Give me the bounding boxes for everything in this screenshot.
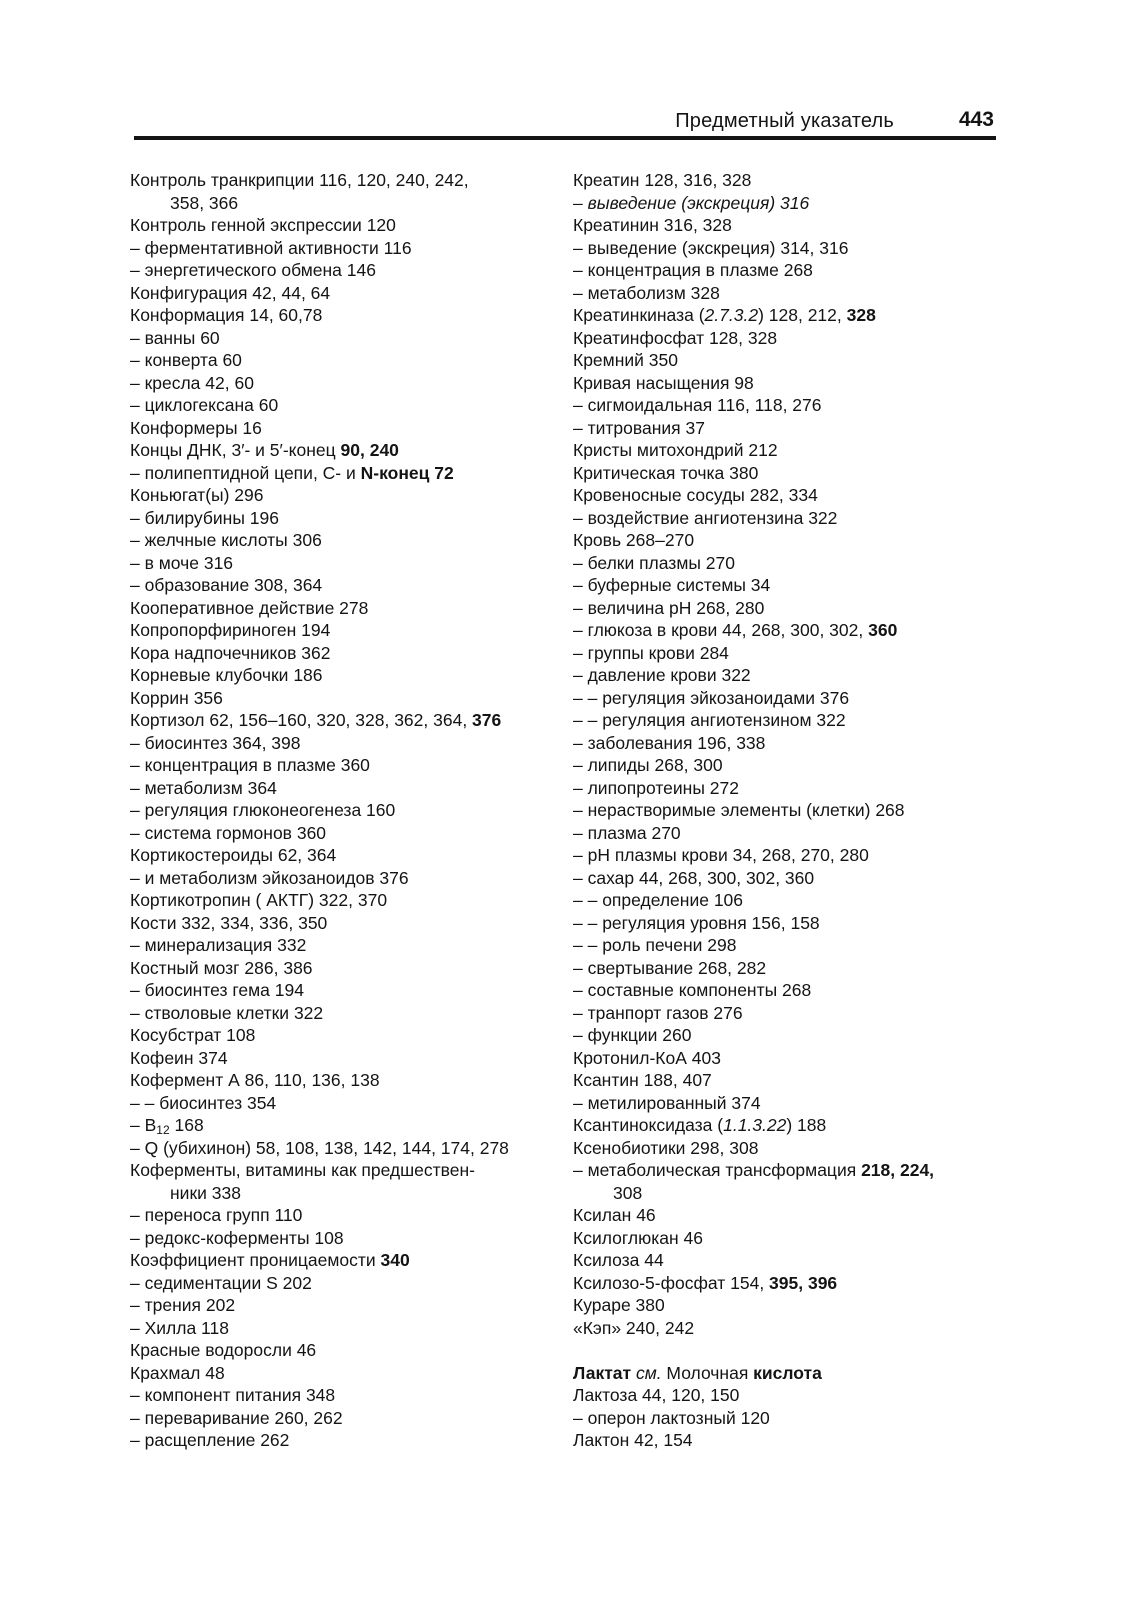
index-entry [573, 529, 993, 552]
entry-text: – составные компоненты 268 [573, 980, 812, 1000]
entry-text: Кортизол 62, 156–160, 320, 328, 362, 364, [130, 710, 473, 730]
index-entry [573, 1384, 993, 1407]
index-entry [130, 552, 570, 575]
entry-text: Кортикостероиды 62, 364 [130, 845, 337, 865]
index-entry [573, 394, 993, 417]
entry-text: – биосинтез гема 194 [130, 980, 304, 1000]
entry-text: – липопротеины 272 [573, 777, 739, 798]
entry-text: Коэффициент проницаемости [130, 1250, 381, 1270]
entry-text: – Q (убихинон) 58, 108, 138, 142, 144, 174, 278 [130, 1137, 509, 1158]
entry-text: – и метаболизм эйкозаноидов 376 [130, 867, 409, 888]
index-entry [573, 1249, 993, 1272]
index-entry [130, 957, 570, 980]
index-entry [130, 1137, 570, 1160]
index-entry [130, 1159, 570, 1182]
index-entry [130, 237, 570, 260]
entry-text: Конформация 14, 60,78 [130, 305, 323, 325]
entry-text: Косубстрат 108 [130, 1025, 256, 1045]
entry-text: Ксилоза 44 [573, 1250, 664, 1270]
index-entry [130, 844, 570, 867]
entry-text: Ксилоглюкан 46 [573, 1227, 703, 1248]
index-entry [130, 1047, 570, 1070]
page-header [134, 106, 994, 136]
entry-text: Контроль транкрипции 116, 120, 240, 242, [130, 170, 469, 190]
entry-text: – полипептидной цепи, С- и [130, 462, 361, 483]
index-entry [573, 1429, 993, 1452]
entry-text: Копропорфириноген 194 [130, 620, 331, 640]
entry-text: – глюкоза в крови 44, 268, 300, 302, [573, 620, 869, 640]
entry-text: – регуляция глюконеогенеза 160 [130, 800, 396, 820]
entry-text: – – регуляция уровня 156, 158 [573, 912, 820, 933]
entry-text: – образование 308, 364 [130, 575, 323, 595]
index-entry [130, 1429, 570, 1452]
index-entry [573, 372, 993, 395]
entry-text: Креатин 128, 316, 328 [573, 170, 752, 190]
entry-text: Костный мозг 286, 386 [130, 957, 313, 978]
entry-text: Кремний 350 [573, 350, 678, 370]
entry-text: Контроль генной экспрессии 120 [130, 215, 396, 235]
entry-text: Корневые клубочки 186 [130, 665, 323, 685]
index-entry [130, 1407, 570, 1430]
index-entry [130, 439, 570, 462]
index-entry [573, 507, 993, 530]
index-entry [130, 867, 570, 890]
index-entry [573, 439, 993, 462]
entry-italic: см. [635, 1362, 662, 1383]
entry-text: Кураре 380 [573, 1295, 665, 1315]
index-entry [573, 619, 993, 642]
index-entry [130, 1024, 570, 1047]
entry-text: – оперон лактозный 120 [573, 1407, 770, 1428]
entry-term: Лактат [573, 1362, 636, 1383]
entry-text: – компонент питания 348 [130, 1385, 336, 1405]
index-entry [573, 597, 993, 620]
index-entry [573, 192, 993, 215]
index-entry [130, 507, 570, 530]
entry-text: Красные водоросли 46 [130, 1340, 317, 1360]
entry-text: – – биосинтез 354 [130, 1092, 277, 1113]
entry-text: – – роль печени 298 [573, 935, 737, 955]
entry-bold-pages: 395, 396 [769, 1272, 838, 1293]
entry-text: Коферменты, витамины как предшествен- [130, 1160, 475, 1180]
entry-text: Лактоза 44, 120, 150 [573, 1385, 740, 1405]
entry-text: Кофеин 374 [130, 1047, 228, 1068]
entry-italic: 2.7.3.2 [704, 305, 759, 325]
entry-text: Коньюгат(ы) 296 [130, 485, 264, 505]
index-entry [573, 957, 993, 980]
index-entry [573, 214, 993, 237]
entry-text: – группы крови 284 [573, 642, 729, 663]
index-entry [573, 979, 993, 1002]
index-entry [573, 844, 993, 867]
entry-text: Креатинкиназа ( [573, 305, 705, 325]
entry-text: – энергетического обмена 146 [130, 260, 376, 280]
index-entry [573, 1317, 993, 1340]
entry-text: – сигмоидальная 116, 118, 276 [573, 395, 822, 415]
index-entry [573, 799, 993, 822]
index-entry [130, 417, 570, 440]
index-entry [130, 349, 570, 372]
index-entry [573, 754, 993, 777]
entry-text: Коррин 356 [130, 687, 223, 708]
entry-text: – переваривание 260, 262 [130, 1407, 343, 1428]
entry-text-after: Молочная [661, 1362, 754, 1383]
entry-text: – рН плазмы крови 34, 268, 270, 280 [573, 845, 869, 865]
entry-text: Кристы митохондрий 212 [573, 440, 778, 460]
entry-text: – ванны 60 [130, 327, 220, 348]
entry-text: – конверта 60 [130, 350, 242, 370]
index-entry [130, 664, 570, 687]
index-entry [573, 1407, 993, 1430]
entry-text: – в моче 316 [130, 552, 234, 573]
entry-text: Лактон 42, 154 [573, 1430, 693, 1450]
index-entry [130, 687, 570, 710]
entry-text: – Хилла 118 [130, 1317, 229, 1338]
index-entry [573, 1024, 993, 1047]
index-entry [573, 282, 993, 305]
index-entry [573, 1227, 993, 1250]
entry-bold-pages: 328 [846, 305, 876, 325]
index-entry [573, 1114, 993, 1137]
entry-text: – билирубины 196 [130, 507, 279, 528]
index-entry [130, 754, 570, 777]
entry-text: – концентрация в плазме 360 [130, 755, 370, 775]
entry-text: – метаболическая трансформация [573, 1160, 862, 1180]
entry-italic: 1.1.3.22 [723, 1115, 787, 1135]
index-entry [573, 1002, 993, 1025]
entry-text: – белки плазмы 270 [573, 552, 735, 573]
entry-text: 358, 366 [170, 192, 239, 213]
entry-text: – выведение (экскреция) 314, 316 [573, 237, 849, 258]
entry-text: – – определение 106 [573, 890, 744, 910]
index-entry [573, 349, 993, 372]
index-entry [130, 619, 570, 642]
index-entry [130, 912, 570, 935]
entry-text: Кривая насыщения 98 [573, 372, 754, 393]
index-entry [573, 259, 993, 282]
entry-text: – минерализация 332 [130, 935, 307, 955]
index-entry [573, 822, 993, 845]
entry-text: – заболевания 196, 338 [573, 732, 766, 753]
index-entry [573, 462, 993, 485]
entry-text: Кора надпочечников 362 [130, 642, 331, 663]
entry-text: – давление крови 322 [573, 665, 751, 685]
entry-text: – расщепление 262 [130, 1430, 290, 1450]
index-entry-continuation [130, 192, 570, 215]
index-entry [573, 687, 993, 710]
entry-text: – желчные кислоты 306 [130, 530, 322, 550]
index-entry [130, 597, 570, 620]
entry-text: – воздействие ангиотензина 322 [573, 507, 838, 528]
index-entry [130, 529, 570, 552]
entry-text: – редокс-коферменты 108 [130, 1227, 344, 1248]
entry-text: Кофермент А 86, 110, 136, 138 [130, 1070, 380, 1090]
index-entry [573, 304, 993, 327]
index-entry [130, 282, 570, 305]
entry-text: Креатинфосфат 128, 328 [573, 327, 778, 348]
index-entry [130, 799, 570, 822]
index-entry [130, 777, 570, 800]
index-entry [573, 912, 993, 935]
index-entry [130, 642, 570, 665]
entry-text: – транпорт газов 276 [573, 1002, 743, 1023]
index-entry [130, 1114, 570, 1137]
index-entry [130, 1294, 570, 1317]
page-number: 443 [958, 108, 994, 131]
index-entry [573, 237, 993, 260]
index-entry [573, 642, 993, 665]
index-entry [130, 732, 570, 755]
entry-text-after: ) 188 [786, 1115, 827, 1135]
entry-text: – В [130, 1115, 157, 1135]
index-entry [130, 934, 570, 957]
entry-text: Ксантиноксидаза ( [573, 1115, 724, 1135]
entry-text: Кровь 268–270 [573, 530, 695, 550]
header-title: Предметный указатель [675, 110, 894, 132]
index-entry [573, 1047, 993, 1070]
index-entry [130, 1272, 570, 1295]
entry-text: «Кэп» 240, 242 [573, 1317, 695, 1338]
header-rule [134, 136, 996, 140]
entry-bold-pages: 218, 224, [861, 1160, 935, 1180]
index-entry [130, 372, 570, 395]
index-entry [573, 552, 993, 575]
index-column-right [573, 169, 993, 1452]
entry-bold-pages: кислота [753, 1362, 822, 1383]
index-spacer [573, 1339, 993, 1362]
index-entry [130, 214, 570, 237]
index-entry [573, 889, 993, 912]
index-entry [130, 169, 570, 192]
index-entry [573, 1204, 993, 1227]
index-entry [130, 462, 570, 485]
entry-text: ники 338 [170, 1182, 241, 1203]
entry-text: – – регуляция ангиотензином 322 [573, 710, 846, 730]
index-entry [130, 1002, 570, 1025]
entry-text: – метаболизм 328 [573, 282, 720, 303]
index-entry [130, 709, 570, 732]
entry-text: – трения 202 [130, 1295, 236, 1315]
entry-bold-pages: 340 [380, 1250, 410, 1270]
entry-text: – циклогексана 60 [130, 395, 279, 415]
index-entry [573, 867, 993, 890]
entry-text: Кости 332, 334, 336, 350 [130, 912, 328, 933]
entry-text: – переноса групп 110 [130, 1205, 303, 1225]
entry-text: – – регуляция эйкозаноидами 376 [573, 687, 850, 708]
entry-text: Конформеры 16 [130, 417, 262, 438]
index-entry [130, 304, 570, 327]
index-entry [573, 574, 993, 597]
entry-text: – кресла 42, 60 [130, 372, 254, 393]
entry-text: Кортикотропин ( АКТГ) 322, 370 [130, 890, 388, 910]
index-entry [573, 1362, 993, 1385]
index-entry [130, 979, 570, 1002]
entry-text: – свертывание 268, 282 [573, 957, 767, 978]
index-entry [130, 1384, 570, 1407]
index-entry [130, 1339, 570, 1362]
index-entry [573, 484, 993, 507]
entry-text: – метилированный 374 [573, 1092, 761, 1113]
entry-text: – функции 260 [573, 1025, 692, 1045]
entry-text: – ферментативной активности 116 [130, 237, 412, 258]
entry-text-after: ) 128, 212, [758, 305, 847, 325]
index-entry-continuation [130, 1182, 570, 1205]
index-entry [130, 484, 570, 507]
index-entry [130, 1249, 570, 1272]
index-entry [573, 732, 993, 755]
entry-text: Концы ДНК, 3′- и 5′-конец [130, 440, 341, 460]
entry-bold-pages: 90, 240 [340, 440, 399, 460]
entry-text: Ксилозо-5-фосфат 154, [573, 1272, 770, 1293]
entry-text: – метаболизм 364 [130, 777, 277, 798]
index-entry [573, 169, 993, 192]
index-entry [130, 394, 570, 417]
index-entry [573, 1137, 993, 1160]
index-entry [130, 1204, 570, 1227]
entry-text: – сахар 44, 268, 300, 302, 360 [573, 867, 815, 888]
index-entry [573, 777, 993, 800]
entry-text: Ксилан 46 [573, 1205, 656, 1225]
entry-text: Кооперативное действие 278 [130, 597, 369, 618]
index-entry [573, 709, 993, 732]
index-entry [573, 1092, 993, 1115]
index-entry [130, 1227, 570, 1250]
index-entry [130, 259, 570, 282]
index-entry [573, 1159, 993, 1182]
entry-text-after: 168 [169, 1115, 204, 1135]
entry-text: Конфигурация 42, 44, 64 [130, 282, 331, 303]
entry-text: – величина рН 268, 280 [573, 597, 765, 618]
index-entry [573, 417, 993, 440]
entry-text: 308 [613, 1182, 643, 1203]
entry-text: – липиды 268, 300 [573, 755, 723, 775]
index-entry [573, 327, 993, 350]
index-entry [573, 1069, 993, 1092]
entry-text: – плазма 270 [573, 822, 681, 843]
entry-text: – выведение (экскреция) 316 [573, 192, 810, 213]
entry-text: – титрования 37 [573, 417, 705, 438]
entry-text: – седиментации S 202 [130, 1272, 312, 1293]
index-column-left [130, 169, 570, 1452]
entry-text: Кровеносные сосуды 282, 334 [573, 485, 818, 505]
entry-bold-pages: N-конец 72 [360, 462, 454, 483]
index-entry [130, 1069, 570, 1092]
index-entry [573, 1294, 993, 1317]
entry-bold-pages: 360 [868, 620, 898, 640]
index-entry [573, 934, 993, 957]
subscript: 12 [156, 1123, 170, 1137]
index-entry [573, 664, 993, 687]
entry-text: Креатинин 316, 328 [573, 215, 732, 235]
entry-text: – система гормонов 360 [130, 822, 327, 843]
index-entry [130, 327, 570, 350]
index-entry [130, 1317, 570, 1340]
index-entry [130, 1092, 570, 1115]
index-entry-continuation [573, 1182, 993, 1205]
entry-text: Ксантин 188, 407 [573, 1070, 712, 1090]
index-entry [130, 822, 570, 845]
entry-text: Кротонил-КоА 403 [573, 1047, 721, 1068]
entry-bold-pages: 376 [472, 710, 502, 730]
entry-text: – концентрация в плазме 268 [573, 260, 813, 280]
index-entry [130, 889, 570, 912]
index-entry [130, 1362, 570, 1385]
index-entry [573, 1272, 993, 1295]
entry-text: – буферные системы 34 [573, 575, 771, 595]
entry-text: Критическая точка 380 [573, 462, 759, 483]
entry-text: Ксенобиотики 298, 308 [573, 1137, 759, 1158]
entry-text: – нерастворимые элементы (клетки) 268 [573, 800, 905, 820]
entry-text: – стволовые клетки 322 [130, 1002, 324, 1023]
index-entry [130, 574, 570, 597]
entry-text: – биосинтез 364, 398 [130, 732, 301, 753]
entry-text: Крахмал 48 [130, 1362, 225, 1383]
